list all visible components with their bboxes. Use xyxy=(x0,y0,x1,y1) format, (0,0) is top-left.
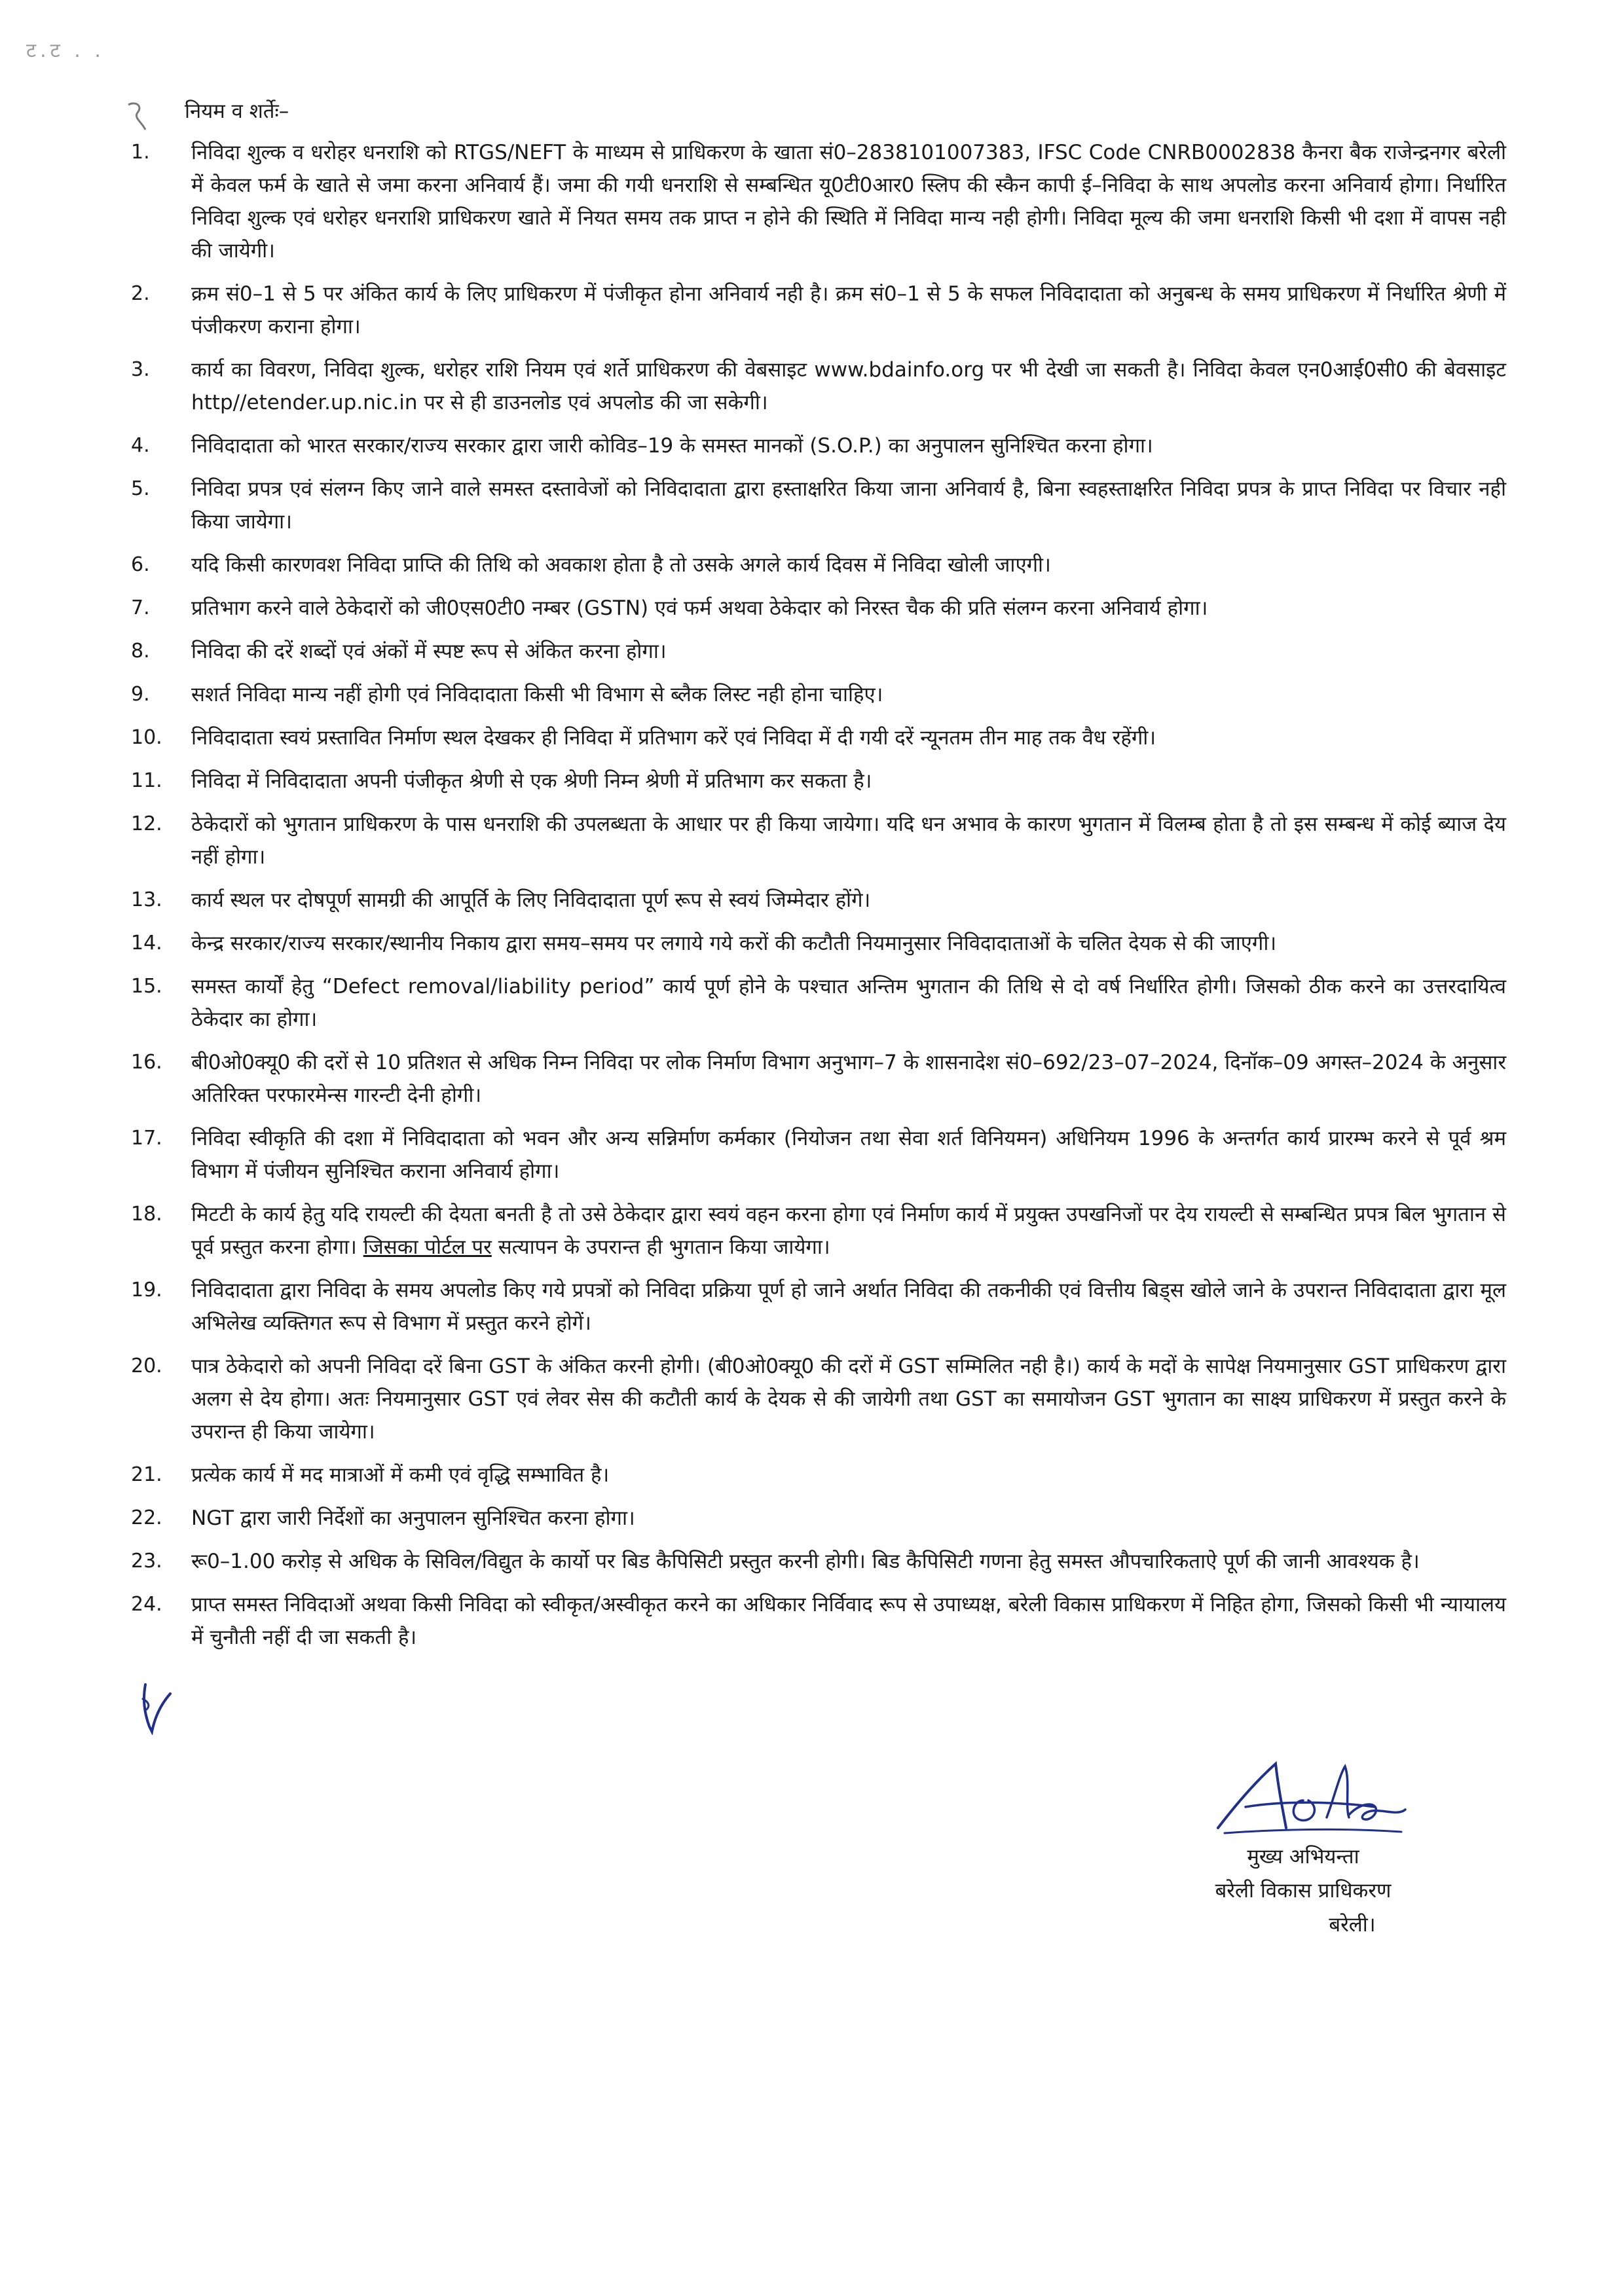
rule-number: 23. xyxy=(131,1550,162,1573)
signatory-organisation: बरेली विकास प्राधिकरण xyxy=(1215,1879,1392,1903)
rule-item xyxy=(131,592,1506,625)
rule-number: 6. xyxy=(131,553,150,576)
rule-text: निविदा में निविदादाता अपनी पंजीकृत श्रेणी से एक श्रेणी निम्न श्रेणी में प्रतिभाग कर सकता है। xyxy=(191,769,872,793)
rule-text: NGT द्वारा जारी निर्देशों का अनुपालन सुनिश्चित करना होगा। xyxy=(191,1506,635,1530)
rule-text-part: सत्यापन के उपरान्त ही भुगतान किया जायेगा। xyxy=(491,1235,830,1259)
rule-number: 16. xyxy=(131,1051,162,1074)
rule-item xyxy=(131,1545,1506,1578)
rule-number: 17. xyxy=(131,1127,162,1150)
rule-text: निविदा स्वीकृति की दशा में निविदादाता को भवन और अन्य सन्निर्माण कर्मकार (नियोजन तथा सेवा शर्त विनियमन) अधिनियम 1996 के अन्तर्गत कार्य प्रारम्भ करने से पूर्व श्रम विभाग में पंजीयन सुनिश्चित कराना अनिवार्य होगा। xyxy=(191,1127,1506,1183)
margin-tick-icon xyxy=(123,98,149,137)
rule-text: यदि किसी कारणवश निविदा प्राप्ति की तिथि को अवकाश होता है तो उसके अगले कार्य दिवस में निविदा खोली जाएगी। xyxy=(191,553,1051,577)
rule-text: केन्द्र सरकार/राज्य सरकार/स्थानीय निकाय द्वारा समय–समय पर लगाये गये करों की कटौती नियमानुसार निविदादाताओं के चलित देयक से की जाएगी। xyxy=(191,932,1277,955)
rule-number: 19. xyxy=(131,1279,162,1302)
rule-item xyxy=(131,1198,1506,1264)
rule-text: निविदादाता द्वारा निविदा के समय अपलोड किए गये प्रपत्रों को निविदा प्रक्रिया पूर्ण हो जाने अर्थात निविदा की तकनीकी एवं वित्तीय बिड्स खोले जाने के उपरान्त निविदादाता द्वारा मूल अभिलेख व्यक्तिगत रूप से विभाग में प्रस्तुत करने होगें। xyxy=(191,1279,1506,1335)
rule-number: 24. xyxy=(131,1593,162,1616)
rule-text: बी0ओ0क्यू0 की दरों से 10 प्रतिशत से अधिक निम्न निविदा पर लोक निर्माण विभाग अनुभाग–7 के शासनादेश सं0–692/23–07–2024, दिनॉक–09 अगस्त–2024 के अनुसार अतिरिक्त परफारमेन्स गारन्टी देनी होगी। xyxy=(191,1051,1506,1107)
rule-item xyxy=(131,1502,1506,1535)
rule-item xyxy=(131,136,1506,267)
rule-item xyxy=(131,970,1506,1036)
rule-number: 12. xyxy=(131,812,162,835)
rule-text: ठेकेदारों को भुगतान प्राधिकरण के पास धनराशि की उपलब्धता के आधार पर ही किया जायेगा। यदि धन अभाव के कारण भुगतान में विलम्ब होता है तो इस सम्बन्ध में कोई ब्याज देय नहीं होगा। xyxy=(191,812,1506,869)
rule-item xyxy=(131,278,1506,343)
rule-number: 3. xyxy=(131,358,150,381)
rule-number: 13. xyxy=(131,888,162,911)
rule-item xyxy=(131,549,1506,581)
rule-item xyxy=(131,765,1506,797)
rule-item xyxy=(131,1459,1506,1491)
rule-text: निविदादाता स्वयं प्रस्तावित निर्माण स्थल देखकर ही निविदा में प्रतिभाग करें एवं निविदा में दी गयी दरें न्यूनतम तीन माह तक वैध रहेंगी। xyxy=(191,726,1156,750)
rule-number: 11. xyxy=(131,769,162,792)
rule-number: 15. xyxy=(131,975,162,998)
rule-item xyxy=(131,808,1506,873)
signatory-designation: मुख्य अभियन्ता xyxy=(1247,1845,1359,1868)
rule-number: 20. xyxy=(131,1355,162,1377)
rule-text: कार्य का विवरण, निविदा शुल्क, धरोहर राशि नियम एवं शर्ते प्राधिकरण की वेबसाइट www.bdainfo.org पर भी देखी जा सकती है। निविदा केवल एन0आई0सी0 की बेवसाइट http//etender.up.nic.in पर से ही डाउनलोड एवं अपलोड की जा सकेगी। xyxy=(191,358,1506,414)
rule-text: क्रम सं0–1 से 5 पर अंकित कार्य के लिए प्राधिकरण में पंजीकृत होना अनिवार्य नही है। क्रम सं0–1 से 5 के सफल निविदादाता को अनुबन्ध के समय प्राधिकरण में निर्धारित श्रेणी में पंजीकरण कराना होगा। xyxy=(191,282,1506,338)
rule-number: 10. xyxy=(131,726,162,749)
rule-text-part: मिटटी के कार्य हेतु यदि रायल्टी की देयता बनती है तो उसे ठेकेदार द्वारा स्वयं वहन करना होगा एवं निर्माण कार्य में प्रयुक्त उपखनिजों पर देय रायल्टी से सम्बन्धित प्रपत्र बिल भुगतान से पूर्व प्रस्तुत करना होगा। xyxy=(191,1203,1506,1259)
rule-number: 9. xyxy=(131,683,150,706)
rule-text xyxy=(191,1198,1506,1264)
rule-item xyxy=(131,678,1506,711)
rule-item xyxy=(131,721,1506,754)
rules-heading: नियम व शर्तेः– xyxy=(185,100,289,123)
rule-item xyxy=(131,354,1506,419)
rule-text: कार्य स्थल पर दोषपूर्ण सामग्री की आपूर्ति के लिए निविदादाता पूर्ण रूप से स्वयं जिम्मेदार होंगे। xyxy=(191,888,871,912)
rule-text: निविदा की दरें शब्दों एवं अंकों में स्पष्ट रूप से अंकित करना होगा। xyxy=(191,640,667,663)
rule-text: रू0–1.00 करोड़ से अधिक के सिविल/विद्युत के कार्यो पर बिड कैपिसिटी प्रस्तुत करनी होगी। बिड कैपिसिटी गणना हेतु समस्त औपचारिकताऐ पूर्ण की जानी आवश्यक है। xyxy=(191,1550,1420,1573)
rule-item xyxy=(131,635,1506,668)
rule-text: प्रत्येक कार्य में मद मात्राओं में कमी एवं वृद्धि सम्भावित है। xyxy=(191,1463,610,1487)
rules-list xyxy=(131,136,1506,1664)
rule-text: निविदा शुल्क व धरोहर धनराशि को RTGS/NEFT के माध्यम से प्राधिकरण के खाता सं0–2838101007383, IFSC Code CNRB0002838 कैनरा बैक राजेन्द्रनगर बरेली में केवल फर्म के खाते से जमा करना अनिवार्य हैं। जमा की गयी धनराशि से सम्बन्धित यू0टी0आर0 स्लिप की स्कैन कापी ई–निविदा के साथ अपलोड करना अनिवार्य होगा। निर्धारित निविदा शुल्क एवं धरोहर धनराशि प्राधिकरण खाते में नियत समय तक प्राप्त न होने की स्थिति में निविदा मान्य नही होगी। निविदा मूल्य की जमा धनराशि किसी भी दशा में वापस नही की जायेगी। xyxy=(191,141,1506,263)
scan-mark: ट.ट . . xyxy=(26,39,105,62)
pen-tick-icon xyxy=(136,1679,175,1735)
rule-item xyxy=(131,884,1506,917)
rule-text: निविदा प्रपत्र एवं संलग्न किए जाने वाले समस्त दस्तावेजों को निविदादाता द्वारा हस्ताक्षरित किया जाना अनिवार्य है, बिना स्वहस्ताक्षरित निविदा प्रपत्र के प्राप्त निविदा पर विचार नही किया जायेगा। xyxy=(191,477,1506,534)
rule-item xyxy=(131,1122,1506,1188)
rule-text: सशर्त निविदा मान्य नहीं होगी एवं निविदादाता किसी भी विभाग से ब्लैक लिस्ट नही होना चाहिए। xyxy=(191,683,883,706)
rule-item xyxy=(131,429,1506,462)
rule-item xyxy=(131,1274,1506,1339)
rule-number: 21. xyxy=(131,1463,162,1486)
rule-number: 5. xyxy=(131,477,150,500)
signatory-city: बरेली। xyxy=(1329,1913,1376,1937)
rule-item xyxy=(131,1588,1506,1654)
rule-text: निविदादाता को भारत सरकार/राज्य सरकार द्वारा जारी कोविड–19 के समस्त मानकों (S.O.P.) का अनुपालन सुनिश्चित करना होगा। xyxy=(191,434,1153,458)
rule-number: 18. xyxy=(131,1203,162,1226)
rule-number: 14. xyxy=(131,932,162,955)
rule-item xyxy=(131,1350,1506,1448)
rule-item xyxy=(131,473,1506,538)
rule-number: 7. xyxy=(131,596,150,619)
rule-number: 8. xyxy=(131,640,150,663)
rule-text: पात्र ठेकेदारो को अपनी निविदा दरें बिना GST के अंकित करनी होगी। (बी0ओ0क्यू0 की दरों में GST सम्मिलित नही है।) कार्य के मदों के सापेक्ष नियमानुसार GST प्राधिकरण द्वारा अलग से देय होगा। अतः नियमानुसार GST एवं लेवर सेस की कटौती कार्य के देयक से की जायेगी तथा GST का समायोजन GST भुगतान का साक्ष्य प्राधिकरण में प्रस्तुत करने के उपरान्त ही किया जायेगा। xyxy=(191,1355,1506,1444)
signature-icon xyxy=(1205,1755,1414,1840)
rule-number: 1. xyxy=(131,141,150,164)
rule-text: समस्त कार्यों हेतु “Defect removal/liability period” कार्य पूर्ण होने के पश्चात अन्तिम भुगतान की तिथि से दो वर्ष निर्धारित होगी। जिसको ठीक करने का उत्तरदायित्व ठेकेदार का होगा। xyxy=(191,975,1506,1031)
rule-item xyxy=(131,1046,1506,1112)
rule-item xyxy=(131,927,1506,960)
rule-number: 2. xyxy=(131,282,150,305)
rule-number: 4. xyxy=(131,434,150,457)
signature-block xyxy=(1166,1840,1441,1942)
rule-text-underlined: जिसका पोर्टल पर xyxy=(363,1235,492,1259)
rule-text: प्राप्त समस्त निविदाओं अथवा किसी निविदा को स्वीकृत/अस्वीकृत करने का अधिकार निर्विवाद रूप से उपाध्यक्ष, बरेली विकास प्राधिकरण में निहित होगा, जिसको किसी भी न्यायालय में चुनौती नहीं दी जा सकती है। xyxy=(191,1593,1506,1649)
rule-number: 22. xyxy=(131,1506,162,1529)
rule-text: प्रतिभाग करने वाले ठेकेदारों को जी0एस0टी0 नम्बर (GSTN) एवं फर्म अथवा ठेकेदार को निरस्त चैक की प्रति संलग्न करना अनिवार्य होगा। xyxy=(191,596,1208,620)
